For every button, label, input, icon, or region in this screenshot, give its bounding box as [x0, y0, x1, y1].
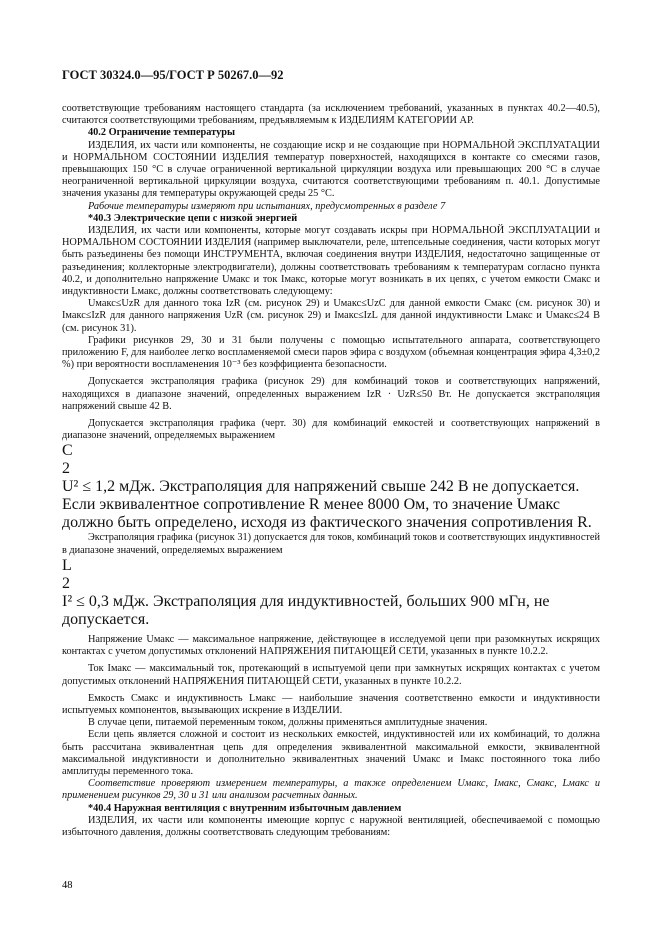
section-heading-40-4: *40.4 Наружная вентиляция с внутренним избыточным давлением [88, 802, 402, 814]
paragraph-40-3-conditions: Uмакс≤UzR для данного тока IzR (см. рисунок 29) и Uмакс≤UzC для данной емкости Cмакс (см. рисунок 30) и Iмакс≤IzR для данного напряжения UzR (см. рисунок 29) и Iмакс≤IzL для данной индуктивности Lмакс и Uмакс≤24 В (см. рисунок 31). [62, 298, 600, 334]
paragraph-voltage-def: Напряжение Uмакс — максимальное напряжение, действующее в исследуемой цепи при разомкнутых искрящих контактах с учетом допустимых отклонений НАПРЯЖЕНИЯ ПИТАЮЩЕЙ СЕТИ, указанных в пункте 10.2.2. [62, 633, 600, 658]
document-page: ГОСТ 30324.0—95/ГОСТ Р 50267.0—92 соответствующие требованиям настоящего стандарта (за исключением требований, указанных в пунктах 40.2—40.5), считаются соответствующими требованиям, предъявляемым к ИЗДЕЛИЯМ КАТЕГОРИИ АР. 40.2 Ограничение температуры ИЗДЕЛИЯ, их части или компоненты, не создающие искр и не создающие при НОРМАЛЬНОЙ ЭКСПЛУАТАЦИИ и НОРМАЛЬНОМ СОСТОЯНИИ ИЗДЕЛИЯ температур поверхностей, находящихся в контакте со смесями газов, превышающих 150 °С в случае ограниченной вертикальной циркуляции воздуха или превышающих 200 °С в случае неограниченной вертикальной циркуляции воздуха, считаются соответствующими требованиям п. 40.1. Допустимые значения указаны для температуры окружающей среды 25 °С. Рабочие температуры измеряют при испытаниях, предусмотренных в разделе 7 *40.3 Электрические цепи с низкой энергией ИЗДЕЛИЯ, их части или компоненты, которые могут создавать искры при НОРМАЛЬНОЙ ЭКСПЛУАТАЦИИ и НОРМАЛЬНОМ СОСТОЯНИИ ИЗДЕЛИЯ (например выключатели, реле, штепсельные соединения, части которых могут быть разъединены без помощи ИНСТРУМЕНТА, включая соединения внутри ИЗДЕЛИЯ, недостаточно защищенные от разъединения; коллекторные электродвигатели), должны соответствовать требованиям к температурам согласно пункта 40.2, и дополнительно напряжение Uмакс и ток Iмакс, которые могут возникать в их цепях, с учетом емкости Cмакс и индуктивности Lмакс, должны соответствовать следующему: Uмакс≤UzR для данного тока IzR (см. рисунок 29) и Uмакс≤UzC для данной емкости Cмакс (см. рисунок 30) и Iмакс≤IzR для данного напряжения UzR (см. рисунок 29) и Iмакс≤IzL для данной индуктивности Lмакс и Uмакс≤24 В (см. рисунок 31). Графики рисунков 29, 30 и 31 были получены с помощью испытательного аппарата, соответствующего приложению F, для наиболее легко воспламеняемой смеси паров эфира с воздухом (объемная концентрация эфира 4,3±0,2 %) при вероятности воспламенения 10⁻³ без коэффициента безопасности. Допускается экстраполяция графика (рисунок 29) для комбинаций токов и соответствующих напряжений, находящихся в диапазоне значений, определенных выражением IzR · UzR≤50 Вт. Не допускается экстраполяция напряжений свыше 42 В. Допускается экстраполяция графика (черт. 30) для комбинаций емкостей и соответствующих напряжений в диапазоне значений, определяемых выражением C 2 U² ≤ 1,2 мДж. Экстраполяция для напряжений свыше 242 В не допускается. Если эквивалентное сопротивление R менее 8000 Ом, то значение Uмакс должно быть определено, исходя из фактического значения сопротивления R. Экстраполяция графика (рисунок 31) допускается для токов, комбинаций токов и соответствующих индуктивностей в диапазоне значений, определяемых выражением L 2 I² ≤ 0,3 мДж. Экстраполяция для индуктивностей, больших 900 мГн, не допускается. Напряжение Uмакс — максимальное напряжение, действующее в исследуемой цепи при разомкнутых искрящих контактах с учетом допустимых отклонений НАПРЯЖЕНИЯ ПИТАЮЩЕЙ СЕТИ, указанных в пункте 10.2.2. Ток Iмакс — максимальный ток, протекающий в испытуемой цепи при замкнутых искрящих контактах с учетом допустимых отклонений НАПРЯЖЕНИЯ ПИТАЮЩЕЙ СЕТИ, указанных в пункте 10.2.2. Емкость Cмакс и индуктивность Lмакс — наибольшие значения соответственно емкости и индуктивности испытуемых компонентов, вызывающих искрение в ИЗДЕЛИИ. В случае цепи, питаемой переменным током, должны применяться амплитудные значения. Если цепь является сложной и состоит из нескольких емкостей, индуктивностей или их комбинаций, то должна быть рассчитана эквивалентная цепь для определения эквивалентной максимальной емкости, эквивалентной максимальной индуктивности и дополнительно эквивалентных значений Uмакс и Iмакс постоянного тока либо амплитуды переменного тока. Соответствие проверяют измерением температуры, а также определением Uмакс, Iмакс, Cмакс, Lмакс и применением рисунков 29, 30 и 31 или анализом расчетных данных. *40.4 Наружная вентиляция с внутренним избыточным давлением ИЗДЕЛИЯ, их части или компоненты имеющие корпус с наружной вентиляцией, обеспечиваемой с помощью избыточного давления, должны соответствовать следующим требованиям: [62, 68, 600, 838]
paragraph-intro: соответствующие требованиям настоящего стандарта (за исключением требований, указанных в пунктах 40.2—40.5), считаются соответствующими требованиям, предъявляемым к ИЗДЕЛИЯМ КАТЕГОРИИ АР. [62, 103, 600, 127]
paragraph-compliance: Соответствие проверяют измерением температуры, а также определением Uмакс, Iмакс, Cмакс, Lмакс и применением рисунков 29, 30 и 31 или анализом расчетных данных. [62, 778, 600, 802]
paragraph-current-def: Ток Iмакс — максимальный ток, протекающий в испытуемой цепи при замкнутых искрящих контактах с учетом допустимых отклонений НАПРЯЖЕНИЯ ПИТАЮЩЕЙ СЕТИ, указанных в пункте 10.2.2. [62, 663, 600, 687]
paragraph-40-4: ИЗДЕЛИЯ, их части или компоненты имеющие корпус с наружной вентиляцией, обеспечиваемой с помощью избыточного давления, должны соответствовать следующим требованиям: [62, 814, 600, 838]
paragraph-complex-circuit: Если цепь является сложной и состоит из нескольких емкостей, индуктивностей или их комбинаций, то должна быть рассчитана эквивалентная цепь для определения эквивалентной максимальной емкости, эквивалентной максимальной индуктивности и дополнительно эквивалентных значений Uмакс и Iмакс постоянного тока либо амплитуды переменного тока. [62, 729, 600, 777]
paragraph-40-2-note: Рабочие температуры измеряют при испытаниях, предусмотренных в разделе 7 [88, 200, 446, 212]
paragraph-extrapolation-31: Экстраполяция графика (рисунок 31) допускается для токов, комбинаций токов и соответствующих индуктивностей в диапазоне значений, определяемых выражением [62, 532, 600, 556]
paragraph-capacity-def: Емкость Cмакс и индуктивность Lмакс — наибольшие значения соответственно емкости и индуктивности испытуемых компонентов, вызывающих искрение в ИЗДЕЛИИ. [62, 692, 600, 716]
paragraph-40-3-main: ИЗДЕЛИЯ, их части или компоненты, которые могут создавать искры при НОРМАЛЬНОЙ ЭКСПЛУАТАЦИИ и НОРМАЛЬНОМ СОСТОЯНИИ ИЗДЕЛИЯ (например выключатели, реле, штепсельные соединения, части которых могут быть разъединены без помощи ИНСТРУМЕНТА, включая соединения внутри ИЗДЕЛИЯ, недостаточно защищенные от разъединения; коллекторные электродвигатели), должны соответствовать требованиям к температурам согласно пункта 40.2, и дополнительно напряжение Uмакс и ток Iмакс, которые могут возникать в их цепях, с учетом емкости Cмакс и индуктивности Lмакс, должны соответствовать следующему: [62, 225, 600, 298]
paragraph-extrapolation-29: Допускается экстраполяция графика (рисунок 29) для комбинаций токов и соответствующих напряжений, находящихся в диапазоне значений, определенных выражением IzR · UzR≤50 Вт. Не допускается экстраполяция напряжений свыше 42 В. [62, 376, 600, 412]
paragraph-40-2: ИЗДЕЛИЯ, их части или компоненты, не создающие искр и не создающие при НОРМАЛЬНОЙ ЭКСПЛУАТАЦИИ и НОРМАЛЬНОМ СОСТОЯНИИ ИЗДЕЛИЯ температур поверхностей, находящихся в контакте со смесями газов, превышающих 150 °С в случае ограниченной вертикальной циркуляции воздуха или превышающих 200 °С в случае неограниченной вертикальной циркуляции воздуха, считаются соответствующими требованиям п. 40.1. Допустимые значения указаны для температуры окружающей среды 25 °С. [62, 139, 600, 200]
paragraph-graphs: Графики рисунков 29, 30 и 31 были получены с помощью испытательного аппарата, соответствующего приложению F, для наиболее легко воспламеняемой смеси паров эфира с воздухом (объемная концентрация эфира 4,3±0,2 %) при вероятности воспламенения 10⁻³ без коэффициента безопасности. [62, 334, 600, 371]
page-number: 48 [62, 880, 73, 891]
section-heading-40-2: 40.2 Ограничение температуры [88, 127, 235, 139]
page-header: ГОСТ 30324.0—95/ГОСТ Р 50267.0—92 [62, 68, 284, 82]
paragraph-extrapolation-30: Допускается экстраполяция графика (черт. 30) для комбинаций емкостей и соответствующих напряжений в диапазоне значений, определяемых выражением [62, 418, 600, 442]
section-heading-40-3: *40.3 Электрические цепи с низкой энергией [88, 212, 298, 224]
paragraph-ac-note: В случае цепи, питаемой переменным током, должны применяться амплитудные значения. [88, 717, 488, 729]
